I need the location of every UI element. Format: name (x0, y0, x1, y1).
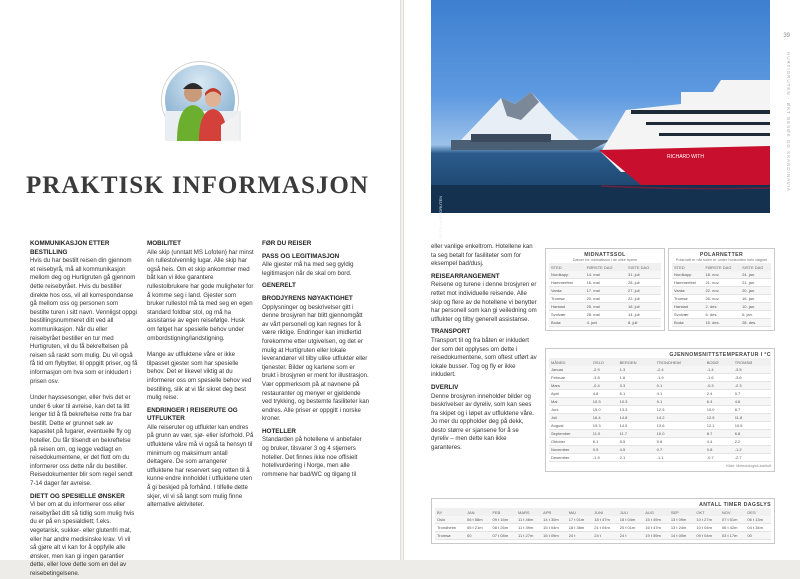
table-cell: 06 t 13m (745, 516, 771, 524)
section-body: Transport til og fra båten er inkludert der som det opplyses om dette i reisedokumentene, som oftest utført av lokale busser. Tog og fly er ikke inkludert. (431, 336, 537, 379)
table-cell: 1.3 (618, 366, 655, 374)
table-row (549, 382, 771, 390)
table-title: GJENNOMSNITTSTEMPERATUR I °C (669, 352, 771, 358)
table-cell: 22. nov. (703, 287, 740, 295)
table-cell: 9.1 (655, 398, 705, 406)
table-row (549, 319, 661, 327)
table-cell: Tromsø (435, 532, 465, 540)
table-cell: 15 t 49m (643, 516, 669, 524)
table-header-cell: JULI (618, 508, 644, 516)
table-cell: 12.1 (705, 422, 733, 430)
table-cell: August (549, 422, 591, 430)
table-cell: 07 t 51m (720, 516, 746, 524)
page-title: PRAKTISK INFORMASJON (26, 172, 369, 199)
table-cell: 4.5 (618, 446, 655, 454)
table-header-cell: BERGEN (618, 358, 655, 366)
table-header-cell: SISTE DAG (626, 263, 661, 271)
table-row (549, 311, 661, 319)
table-cell: 0.7 (655, 446, 705, 454)
table-header-cell: STED (672, 263, 703, 271)
table-cell: -3.6 (733, 374, 771, 382)
table-header-cell: TRONDHEIM (655, 358, 705, 366)
table-cell: Juli (549, 414, 591, 422)
table-cell: Hammerfest (549, 279, 585, 287)
table-cell: 21. jan. (740, 279, 771, 287)
table-cell: 10.3 (618, 398, 655, 406)
ship-name: RICHARD WITH (667, 154, 704, 160)
section-heading: DVERLIV (431, 383, 459, 391)
table-cell: -2.3 (733, 382, 771, 390)
table-cell: 05 t 21m (465, 524, 491, 532)
table-cell: 11.7 (618, 430, 655, 438)
table-cell: 4. juni (585, 319, 626, 327)
table-header-row (549, 358, 771, 366)
table-header-cell: SEP (669, 508, 695, 516)
table-cell: 11.0 (591, 430, 618, 438)
table-cell: 14 t 30m (541, 516, 567, 524)
table-cell: 16. jan. (740, 295, 771, 303)
section-heading: FØR DU REISER (262, 240, 312, 247)
table-header-cell: FØRSTE DAG (703, 263, 740, 271)
table-header-cell: JAN (465, 508, 491, 516)
table-cell: -1.6 (705, 374, 733, 382)
text-column-3 (262, 240, 370, 479)
temperature-table (545, 348, 775, 472)
couple-portrait-illustration (165, 65, 241, 141)
table-cell: 27. juli (626, 287, 661, 295)
section-heading: BRODJYRENS NØYAKTIGHET (262, 294, 353, 302)
section-body: Standarden på hotellene vi anbefaler og bruker, tilsvarer 3 og 4 stjerners hoteller. Det finnes ikke noe offisielt hotellvurdering i Norge, men alle rommene har bad/WC og tilgang til (262, 436, 362, 478)
table-row (549, 374, 771, 382)
data-table (672, 263, 771, 327)
table-cell: 24 t (618, 532, 644, 540)
section-body: Opplysninger og beskrivelser gitt i denne brosjyren har blitt gjennomgått av vårt personell og kan regnes for å være riktige. Endringer kan imidlertid forekomme etter utgivelsen, og det er mulig at Hurtigruten eller lokale leverandører vil tilby ulike utflukter eller tjenester. Bilder og kartene som er brukt i brosjyren er ment for illustrasjon. Vær oppmerksom på at navnene på restauranter og menyer er gjeldende ved trykking, og bestemte fasiliteter kan endres. Alle priser er oppgitt i norske kroner. (262, 303, 370, 423)
table-cell: 06 t 42m (720, 524, 746, 532)
table-cell: April (549, 390, 591, 398)
table-cell: 0.5 (591, 446, 618, 454)
table-cell: 14.5 (618, 422, 655, 430)
table-cell: 09 t 04m (694, 532, 720, 540)
table-cell: 03 t 17m (720, 532, 746, 540)
table-cell: -2.7 (733, 454, 771, 462)
table-cell: 28. juli (626, 279, 661, 287)
table-cell: -3.8 (591, 374, 618, 382)
table-cell: 14.8 (618, 414, 655, 422)
table-row (672, 319, 771, 327)
polar-night-table (668, 248, 775, 331)
table-cell: 12.5 (705, 414, 733, 422)
table-cell: -1.4 (705, 366, 733, 374)
table-row (549, 303, 661, 311)
table-header-cell: JUNI (592, 508, 618, 516)
table-cell: 8.7 (733, 406, 771, 414)
table-row (549, 390, 771, 398)
table-cell: Bodø (549, 319, 585, 327)
table-header-cell: AUG (643, 508, 669, 516)
page-number: 39 (783, 33, 790, 39)
section-body: Under hayssesonger, eller hvis det er under 6 uker til avreise, kan det ta litt lenger tid å få bekreftelse rette fra bar bestilt. Dette er grunnet søk av kapasitet på fugarer, eventuelle fly og hoteller. Du får tilsendt en bekreftelse på reisen om, og legge vedlagt en reisedokumentene, er det flott om du informerer oss dette når du bestiller. Reisedokumenter blir som regel sendt 7-14 dager før avreise. (30, 394, 133, 488)
table-cell: 2. des. (703, 303, 740, 311)
table-cell: 14. juli (626, 311, 661, 319)
couple-portrait (162, 62, 238, 138)
section-heading: PASS OG LEGITIMASJON (262, 252, 340, 260)
table-cell: Mai (549, 398, 591, 406)
table-row (549, 295, 661, 303)
table-title: ANTALL TIMER DAGSLYS (699, 502, 771, 508)
table-header-cell: MARS (516, 508, 541, 516)
table-header-cell: OSLO (591, 358, 618, 366)
table-cell: Trondheim (435, 524, 465, 532)
section-heading: ENDRINGER I REISERUTE OG UTFLUKTER (147, 406, 238, 423)
table-cell: Harstad (672, 303, 703, 311)
table-row (435, 532, 771, 540)
table-cell: -1.2 (733, 446, 771, 454)
table-cell: -2.4 (655, 366, 705, 374)
table-cell: 31. juli (626, 271, 661, 279)
table-cell: 13.6 (655, 422, 705, 430)
table-row (672, 287, 771, 295)
section-body: Hvis du har bestilt reisen din gjennom et reisebyrå, må all kommunikasjon mellom deg og Hurtigruten gå gjennom dette reisebyrået. Hvis du bestiller direkte hos oss, vil all korrespondanse gå mellom oss og personen som bestilte turen i sitt navn. Vennligst oppgi bestillingsnummeret ditt ved all kommunikasjon. Når du eller reisebyrået bestiller en tur med Hurtigruten, vil du få bekreftelsen på reisen så raskt som mulig. Du vil også få tid om flybytter, til oppgitt priser, og få informasjon om hva som er inkludert i prisen osv. (30, 257, 138, 385)
table-cell: 28. mai (585, 311, 626, 319)
table-cell: 04 t 34m (745, 524, 771, 532)
table-cell: 14. mai (585, 271, 626, 279)
table-cell: 4.1 (655, 390, 705, 398)
daylight-hours-table (431, 498, 775, 544)
table-row (549, 414, 771, 422)
section-body: Denne brosjyren inneholder bilder og beskrivelser av dyreliv, som kan sees fra skipet og i løpet av utfluktene våre. Jo mer du oppholder deg på dekk, desto større er sjansene for å se dyreliv – men dette kan ikke garanteres. (431, 392, 534, 452)
table-cell: 15 t 04m (541, 524, 567, 532)
table-header-cell: BY (435, 508, 465, 516)
table-cell: -1.9 (591, 454, 618, 462)
midnight-sun-table (545, 248, 665, 331)
table-cell: 10.3 (591, 398, 618, 406)
section-body: Reisene og turene i denne brosjyren er rettet mot individuelle reisende. Alle skip og flere av de hotellene vi benytter har personell som kan gi veiledning om utflukter og tilby generell assistanse. (431, 281, 537, 323)
table-cell: 6.1 (591, 438, 618, 446)
table-header-cell: TROMSØ (733, 358, 771, 366)
table-cell: Harstad (549, 303, 585, 311)
table-cell: Juni (549, 406, 591, 414)
right-text-column (431, 243, 537, 453)
photo-credit: FOTO: HURTIGRUTEN (438, 196, 443, 239)
table-cell: Februar (549, 374, 591, 382)
table-cell: 4.8 (591, 390, 618, 398)
table-cell: 11 t 46m (516, 516, 541, 524)
table-cell: -0.4 (591, 382, 618, 390)
table-cell: 17 t 01m (567, 516, 593, 524)
section-body: Alle reiseruter og utflukter kan endres på grunn av vær, sjø- eller isforhold. På utfluktene våre må vi også ta hensyn til minimum og maksimum antall deltagere. De som arrangerer utfluktene har reservert seg retten til å kunne endre innholdet i utfluktene uten å gi beskjed på forhånd. I tilfelle dette skjer, vil vi så langt som mulig finne alternative aktiviteter. (147, 423, 254, 509)
table-cell: 0.1 (655, 382, 705, 390)
table-cell: 6. jan. (740, 311, 771, 319)
table-cell: 18 t 47m (592, 516, 618, 524)
table-cell: 14 t 00m (669, 532, 695, 540)
table-cell: 8.5 (618, 438, 655, 446)
table-cell: 25. mai (585, 303, 626, 311)
table-cell: Nordkapp (549, 271, 585, 279)
table-cell: 11 t 39m (516, 524, 541, 532)
table-row (672, 295, 771, 303)
table-cell: Svolvær (672, 311, 703, 319)
right-page (402, 0, 800, 560)
table-header-row (672, 263, 771, 271)
table-cell: 20. jan. (740, 287, 771, 295)
section-body: Alle gjester må ha med seg gyldig legitimasjon når de skal om bord. (262, 261, 354, 277)
table-cell: Mars (549, 382, 591, 390)
table-cell: 4.6 (733, 398, 771, 406)
table-cell: 22. juli (626, 295, 661, 303)
table-cell: 6.8 (733, 430, 771, 438)
table-header-row (549, 263, 661, 271)
table-cell: 11.8 (733, 414, 771, 422)
table-cell: 00 (465, 532, 491, 540)
table-row (549, 438, 771, 446)
table-title: MIDNATTSSOL (584, 252, 626, 258)
table-cell: 4.4 (705, 438, 733, 446)
table-row (672, 279, 771, 287)
table-cell: 24 t (567, 532, 593, 540)
table-cell: 3.3 (618, 382, 655, 390)
table-cell: Bodø (672, 319, 703, 327)
table-header-cell: APR (541, 508, 567, 516)
table-header-cell: MAI (567, 508, 593, 516)
table-cell: November (549, 446, 591, 454)
ship-photo (431, 0, 770, 213)
table-row (549, 446, 771, 454)
table-cell: Oktober (549, 438, 591, 446)
table-cell: 08 t 26m (491, 524, 517, 532)
table-cell: 2.4 (705, 390, 733, 398)
table-row (672, 303, 771, 311)
page-gutter (400, 0, 404, 560)
table-cell: -1.9 (655, 374, 705, 382)
table-cell: Desember (549, 454, 591, 462)
table-cell: 18. nov. (703, 271, 740, 279)
table-cell: 10.0 (655, 430, 705, 438)
table-row (549, 271, 661, 279)
section-body: Alle skip (unntatt MS Lofoten) har minst én rullestolvennlig lugar. Alle skip har også heis. Om et skip ankommer med båt kan vi ikke garantere rullestolbrukere har gode muligheter for å komme seg i land. Gjester som bruker rullestol må ta med seg en egen standard foldbar stol, og må ha assistanse av egen reisefølge. Husk om følget har spesielle behov under ombordstigning/landstigning. (147, 248, 254, 342)
table-cell: 09 t 16m (491, 516, 517, 524)
table-row (435, 516, 771, 524)
table-row (549, 422, 771, 430)
table-header-cell: MÅNED (549, 358, 591, 366)
table-cell: 28. des. (740, 319, 771, 327)
table-cell: Tromsø (549, 295, 585, 303)
table-cell: Tromsø (672, 295, 703, 303)
table-cell: 12.5 (655, 406, 705, 414)
table-cell: 15.0 (591, 406, 618, 414)
table-cell: 2.2 (733, 438, 771, 446)
table-cell: 16.4 (591, 414, 618, 422)
ship-in-fjord-illustration (431, 0, 770, 213)
table-cell: -1.1 (655, 454, 705, 462)
table-cell: 21 t 04m (592, 524, 618, 532)
table-subtitle: Datoer for midnattssol i de ulike byene (572, 258, 638, 262)
table-row (549, 279, 661, 287)
table-cell: 6.1 (618, 390, 655, 398)
table-cell: 16. mai (585, 279, 626, 287)
table-header-cell: BODØ (705, 358, 733, 366)
table-cell: 2.1 (618, 454, 655, 462)
table-cell: -2.9 (591, 366, 618, 374)
table-cell: 1.6 (618, 374, 655, 382)
table-row (549, 406, 771, 414)
table-header-cell: FEB (491, 508, 517, 516)
table-cell: 10. jan. (740, 303, 771, 311)
table-cell: 24 t (592, 532, 618, 540)
table-header-cell: FØRSTE DAG (585, 263, 626, 271)
table-row (549, 430, 771, 438)
section-heading: KOMMUNIKASJON ETTER BESTILLING (30, 240, 110, 256)
table-cell: 26. nov. (703, 295, 740, 303)
table-cell: 18. juli (626, 303, 661, 311)
section-heading: GENERELT (262, 282, 296, 290)
table-cell: 19 t 59m (643, 532, 669, 540)
table-cell: 13 t 24m (669, 524, 695, 532)
table-cell: 20 t 01m (618, 524, 644, 532)
table-cell: 15. des. (703, 319, 740, 327)
table-row (549, 366, 771, 374)
table-cell: 21. nov. (703, 279, 740, 287)
table-cell: 8. juli (626, 319, 661, 327)
table-cell: -0.7 (705, 454, 733, 462)
table-cell: 10 t 04m (694, 524, 720, 532)
table-cell: 07 t 08m (491, 532, 517, 540)
table-header-row (435, 508, 771, 516)
section-heading: TRANSPORT (431, 328, 471, 336)
table-cell: 15.3 (591, 422, 618, 430)
table-row (435, 524, 771, 532)
table-cell: -0.3 (705, 382, 733, 390)
table-cell: 5.8 (655, 438, 705, 446)
table-subtitle: Polarnatt er når solen er under horisonten hele døgnet (675, 258, 768, 262)
table-cell: 0.7 (733, 390, 771, 398)
table-source: Kilde: Meteorologisk institutt (726, 464, 771, 469)
table-cell: Svolvær (549, 311, 585, 319)
table-cell: September (549, 430, 591, 438)
table-cell: 16 t 47m (643, 524, 669, 532)
table-cell: Vardø (549, 287, 585, 295)
table-cell: 17. mai (585, 287, 626, 295)
table-cell: 10 t 27m (694, 516, 720, 524)
section-heading: MOBILITET (147, 240, 181, 247)
table-cell: 13.3 (618, 406, 655, 414)
running-head: HURTIGRUTEN · ØKT BESØK OG SKANDINAVIA (786, 52, 791, 193)
section-body: Mange av utfluktene våre er ikke tilpasset gjester som har spesielle behov. Det er likevel viktig at du informerer oss om spesielle behov ved bestilling, slik at vi får sikret deg best mulig reise. (147, 351, 252, 402)
table-cell: 13 t 09m (669, 516, 695, 524)
section-heading: HOTELLER (262, 427, 296, 435)
table-row (672, 311, 771, 319)
table-header-cell: SISTE DAG (740, 263, 771, 271)
text-column-1 (30, 240, 138, 579)
table-cell: 8.7 (705, 430, 733, 438)
table-cell: 06 t 58m (465, 516, 491, 524)
table-row (549, 454, 771, 462)
table-row (549, 287, 661, 295)
table-cell: 18 t 36m (567, 524, 593, 532)
table-cell: 10.0 (705, 406, 733, 414)
table-header-cell: OKT (694, 508, 720, 516)
text-column-2 (147, 240, 255, 510)
table-cell: Hammerfest (672, 279, 703, 287)
table-cell: 6. des. (703, 311, 740, 319)
data-table (435, 508, 771, 540)
section-body: eller vanlige enkeltrom. Hotellene kan ta seg betalt for fasiliteter som for eksempel bad/dusj. (431, 243, 533, 268)
data-table (549, 358, 771, 462)
table-row (672, 271, 771, 279)
table-title: POLARNETTER (699, 252, 744, 258)
table-cell: 11 t 27m (516, 532, 541, 540)
section-heading: REISEARRANGEMENT (431, 272, 500, 280)
table-cell: 0.8 (705, 446, 733, 454)
table-cell: Vardø (672, 287, 703, 295)
table-cell: 6.4 (705, 398, 733, 406)
table-cell: Januar (549, 366, 591, 374)
data-table (549, 263, 661, 327)
table-cell: -3.5 (733, 366, 771, 374)
table-cell: Nordkapp (672, 271, 703, 279)
table-cell: 18 t 04m (618, 516, 644, 524)
table-cell: 20. mai (585, 295, 626, 303)
table-cell: 24. jan. (740, 271, 771, 279)
table-header-cell: STED (549, 263, 585, 271)
section-heading: DIETT OG SPESIELLE ØNSKER (30, 492, 125, 500)
table-header-cell: NOV (720, 508, 746, 516)
table-cell: Oslo (435, 516, 465, 524)
table-header-cell: DES (745, 508, 771, 516)
table-cell: 00 (745, 532, 771, 540)
table-cell: 10.5 (733, 422, 771, 430)
table-cell: 16 t 09m (541, 532, 567, 540)
table-cell: 14.2 (655, 414, 705, 422)
section-body: Vi ber om at du informerer oss eller reisebyrået ditt så tidlig som mulig hvis du er på en spesialdiett; f.eks. vegetarisk, sukker- eller glutenfri mat, eller har andre medisinske krav. Vi vil så gjøre alt vi kan for å oppfylle alle ønsker, men kan gi ingen garantier dette, eller love dette som en del av reisebetingelsene. (30, 501, 135, 577)
table-row (549, 398, 771, 406)
